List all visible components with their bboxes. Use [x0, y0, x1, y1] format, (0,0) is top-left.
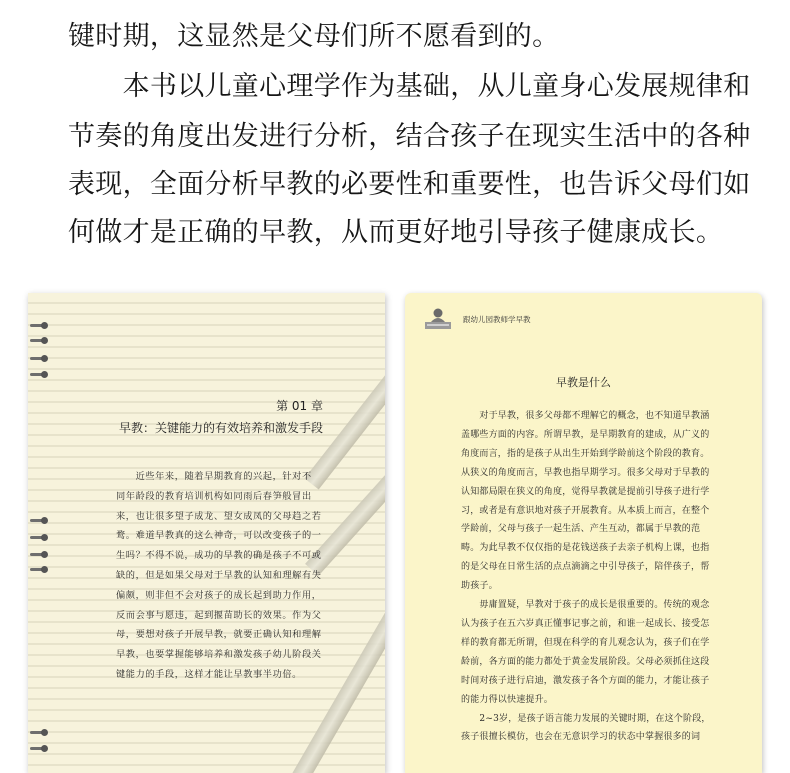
binder-ring-icon: [30, 566, 48, 574]
intro-line: 键时期，这显然是父母们所不愿看到的。: [68, 21, 560, 52]
text-line: 偏颇，则非但不会对孩子的成长起到助力作用，: [116, 589, 322, 601]
chapter-title: 早教：关键能力的有效培养和激发手段: [118, 421, 323, 435]
binder-ring-icon: [30, 745, 48, 753]
text-line: 学龄前，父母与孩子一起生活、产生互动，都属于早教的范: [461, 524, 701, 535]
text-line: 鹜。难道早教真的这么神奇，可以改变孩子的一: [116, 530, 322, 542]
binder-ring-icon: [30, 355, 48, 363]
right-book-page: [405, 293, 762, 773]
text-line: 键能力的手段，这样才能让早教事半功倍。: [116, 668, 302, 680]
text-line: 同年龄段的教育培训机构如同雨后春笋般冒出: [116, 490, 312, 502]
teacher-illustration-icon: [425, 307, 451, 329]
intro-line: 本书以儿童心理学作为基础，从儿童身心发展规律和: [68, 71, 751, 102]
text-line: 龄前，各方面的能力都处于黄金发展阶段。父母必须抓住这段: [461, 656, 710, 667]
intro-line: 节奏的角度出发进行分析，结合孩子在现实生活中的各种: [68, 121, 751, 152]
text-line: 时间对孩子进行启迪，激发孩子各个方面的能力，才能让孩子: [461, 675, 710, 686]
text-line: 反而会事与愿违，起到揠苗助长的效果。作为父: [116, 609, 322, 621]
text-line: 来，也让很多望子成龙、望女成凤的父母趋之若: [116, 510, 322, 522]
binder-ring-icon: [30, 534, 48, 542]
text-line: 母，要想对孩子开展早教，就要正确认知和理解: [116, 629, 322, 641]
running-header: 跟幼儿园教师学早教: [463, 315, 531, 324]
text-line: 的是父母在日常生活的点点滴滴之中引导孩子，陪伴孩子，帮: [461, 562, 710, 573]
text-line: 样的教育都无所谓，但现在科学的育儿观念认为，孩子们在学: [461, 637, 710, 648]
binder-ring-icon: [30, 551, 48, 559]
text-line: 从狭义的角度而言，早教也指早期学习。很多父母对于早教的: [461, 467, 710, 478]
binder-ring-icon: [30, 322, 48, 330]
text-line: 角度而言，指的是孩子从出生开始到学龄前这个阶段的教育。: [461, 448, 710, 459]
text-line: 认为孩子在五六岁真正懂事记事之前，和谁一起成长、接受怎: [461, 618, 710, 629]
binder-ring-icon: [30, 517, 48, 525]
text-line: 盖哪些方面的内容。所谓早教，是早期教育的建成，从广义的: [461, 429, 710, 440]
binder-ring-icon: [30, 337, 48, 345]
intro-line: 何做才是正确的早教，从而更好地引导孩子健康成长。: [68, 217, 724, 248]
binder-ring-icon: [30, 371, 48, 379]
chapter-number: 第 01 章: [276, 399, 323, 413]
text-line: 畴。为此早教不仅仅指的是花钱送孩子去亲子机构上课，也指: [461, 543, 710, 554]
text-line: 认知都局限在狭义的角度，觉得早教就是提前引导孩子进行学: [461, 486, 710, 497]
text-line: 近些年来，随着早期教育的兴起，针对不: [116, 471, 312, 482]
text-line: 缺的，但是如果父母对于早教的认知和理解有失: [116, 569, 322, 581]
text-line: 的能力得以快速提升。: [461, 694, 554, 705]
chapter-intro-text: [116, 467, 322, 685]
text-line: 毋庸置疑，早教对于孩子的成长是很重要的。传统的观念: [461, 600, 710, 611]
text-line: 2~3岁，是孩子语言能力发展的关键时期，在这个阶段，: [461, 713, 711, 724]
text-line: 对于早教，很多父母都不理解它的概念，也不知道早教涵: [461, 411, 710, 421]
binder-ring-icon: [30, 729, 48, 737]
text-line: 助孩子。: [461, 581, 498, 592]
text-line: 习，或者是有意识地对孩子开展教育。从本质上而言，在整个: [461, 505, 710, 516]
text-line: 早教，也要掌握能够培养和激发孩子幼儿阶段关: [116, 649, 322, 661]
text-line: 生吗？不得不说，成功的早教的确是孩子不可或: [116, 550, 322, 562]
section-title: 早教是什么: [556, 376, 611, 389]
section-body-text: [461, 407, 731, 747]
intro-line: 表现，全面分析早教的必要性和重要性，也告诉父母们如: [68, 169, 751, 200]
left-book-page: [28, 293, 385, 773]
text-line: 孩子很擅长模仿，也会在无意识学习的状态中掌握很多的词: [461, 732, 701, 743]
